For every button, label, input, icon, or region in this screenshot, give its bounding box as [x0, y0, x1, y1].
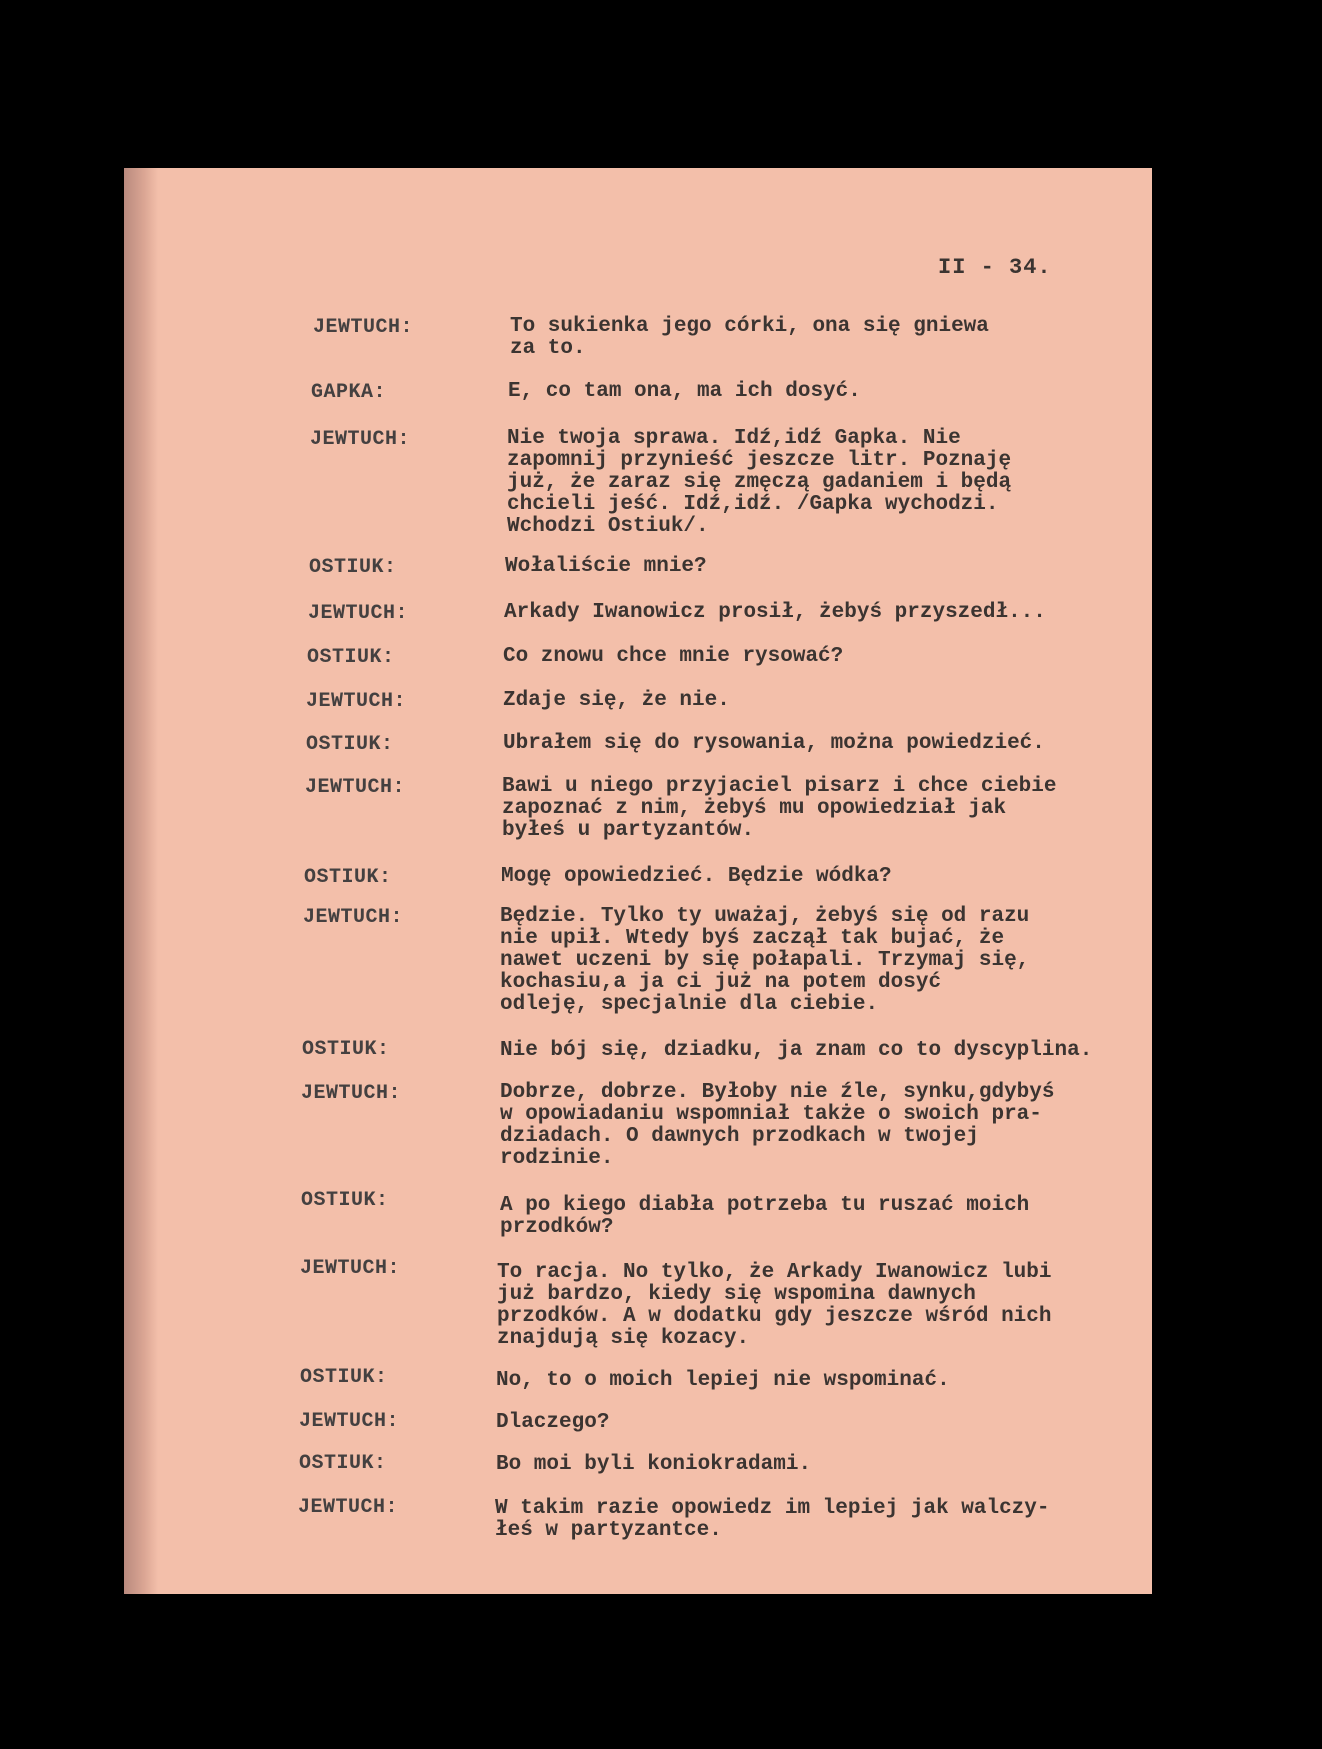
page-number: II - 34. — [938, 255, 1052, 280]
dialogue-text: Arkady Iwanowicz prosił, żebyś przyszedł... — [504, 601, 1046, 624]
speaker-label: JEWTUCH: — [303, 906, 404, 929]
speaker-label: JEWTUCH: — [301, 1082, 402, 1105]
dialogue-text: To racja. No tylko, że Arkady Iwanowicz lubi już bardzo, kiedy się wspomina dawnych przodków. A w dodatku gdy jeszcze wśród nich znajdują się kozacy. — [497, 1261, 1052, 1350]
speaker-label: OSTIUK: — [302, 1038, 390, 1061]
dialogue-text: Dobrze, dobrze. Byłoby nie źle, synku,gdybyś w opowiadaniu wspomniał także o swoich pra- dziadach. O dawnych przodkach w twojej rodzinie. — [500, 1081, 1055, 1170]
speaker-label: GAPKA: — [311, 381, 387, 404]
speaker-label: JEWTUCH: — [299, 1410, 400, 1433]
speaker-label: OSTIUK: — [306, 733, 394, 756]
speaker-label: OSTIUK: — [307, 646, 395, 669]
dialogue-text: Mogę opowiedzieć. Będzie wódka? — [501, 865, 892, 888]
speaker-label: JEWTUCH: — [308, 602, 409, 625]
speaker-label: JEWTUCH: — [305, 776, 406, 799]
dialogue-text: Bawi u niego przyjaciel pisarz i chce ciebie zapoznać z nim, żebyś mu opowiedział jak byłeś u partyzantów. — [502, 775, 1057, 842]
dialogue-text: No, to o moich lepiej nie wspominać. — [496, 1369, 950, 1392]
dialogue-text: Zdaje się, że nie. — [503, 689, 730, 712]
speaker-label: JEWTUCH: — [310, 428, 411, 451]
speaker-label: JEWTUCH: — [306, 690, 407, 713]
speaker-label: OSTIUK: — [299, 1452, 387, 1475]
speaker-label: JEWTUCH: — [313, 316, 414, 339]
dialogue-text: Nie bój się, dziadku, ja znam co to dyscyplina. — [500, 1039, 1093, 1062]
dialogue-text: A po kiego diabła potrzeba tu ruszać moich przodków? — [500, 1194, 1030, 1239]
dialogue-text: Co znowu chce mnie rysować? — [503, 645, 844, 668]
dialogue-text: Bo moi byli koniokradami. — [496, 1453, 812, 1476]
speaker-label: OSTIUK: — [301, 1189, 389, 1212]
dialogue-text: To sukienka jego córki, ona się gniewa za to. — [510, 315, 989, 360]
dialogue-text: Dlaczego? — [496, 1411, 610, 1434]
speaker-label: JEWTUCH: — [300, 1257, 401, 1280]
dialogue-text: E, co tam ona, ma ich dosyć. — [508, 380, 861, 403]
speaker-label: JEWTUCH: — [298, 1496, 399, 1519]
speaker-label: OSTIUK: — [304, 866, 392, 889]
speaker-label: OSTIUK: — [300, 1366, 388, 1389]
dialogue-text: Będzie. Tylko ty uważaj, żebyś się od razu nie upił. Wtedy byś zaczął tak bujać, że nawet uczeni by się połapali. Trzymaj się, kochasiu,a ja ci już na potem dosyć odleję, specjalnie dla ciebie. — [500, 905, 1030, 1016]
dialogue-text: Nie twoja sprawa. Idź,idź Gapka. Nie zapomnij przynieść jeszcze litr. Poznaję już, że zaraz się zmęczą gadaniem i będą chcieli jeść. Idź,idź. /Gapka wychodzi. Wchodzi Ostiuk/. — [507, 427, 1012, 538]
dialogue-text: Wołaliście mnie? — [505, 555, 707, 578]
dialogue-text: Ubrałem się do rysowania, można powiedzieć. — [503, 732, 1045, 755]
dialogue-text: W takim razie opowiedz im lepiej jak walczy- łeś w partyzantce. — [495, 1497, 1050, 1542]
speaker-label: OSTIUK: — [309, 556, 397, 579]
